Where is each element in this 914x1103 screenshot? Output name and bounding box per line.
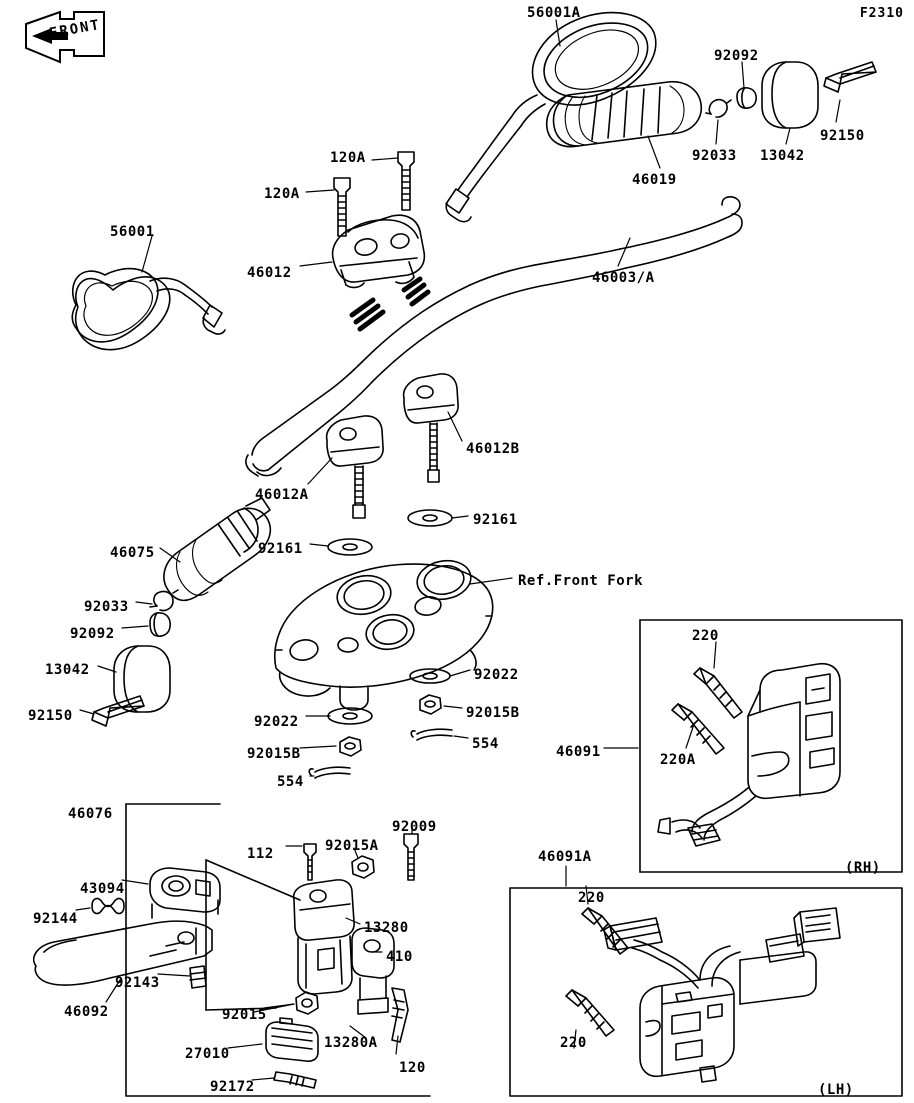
callout-46012: 46012 bbox=[247, 265, 292, 281]
callout-13280a: 13280A bbox=[324, 1035, 378, 1051]
callout-46076: 46076 bbox=[68, 806, 113, 822]
callout-220-rh: 220 bbox=[692, 628, 719, 644]
callout-92022-a: 92022 bbox=[254, 714, 299, 730]
callout-92033: 92033 bbox=[84, 599, 129, 615]
callout-27010: 27010 bbox=[185, 1046, 230, 1062]
callout-92092-top: 92092 bbox=[714, 48, 759, 64]
callout-46091a: 46091A bbox=[538, 849, 592, 865]
callout-92144: 92144 bbox=[33, 911, 78, 927]
callout-554-b: 554 bbox=[472, 736, 499, 752]
callout-46012a: 46012A bbox=[255, 487, 309, 503]
callout-46091: 46091 bbox=[556, 744, 601, 760]
callout-220-lh-1: 220 bbox=[578, 890, 605, 906]
callout-lh: (LH) bbox=[818, 1082, 854, 1098]
callout-92009: 92009 bbox=[392, 819, 437, 835]
callout-rh: (RH) bbox=[845, 860, 881, 876]
callout-92161-b: 92161 bbox=[473, 512, 518, 528]
callout-92015: 92015 bbox=[222, 1007, 267, 1023]
sheet-code: F2310 bbox=[859, 6, 904, 21]
callout-46075: 46075 bbox=[110, 545, 155, 561]
callout-554-a: 554 bbox=[277, 774, 304, 790]
callout-120: 120 bbox=[399, 1060, 426, 1076]
callout-43094: 43094 bbox=[80, 881, 125, 897]
front-direction-badge bbox=[22, 10, 108, 72]
callout-92143: 92143 bbox=[115, 975, 160, 991]
callout-92033-top: 92033 bbox=[692, 148, 737, 164]
callout-92015b-b: 92015B bbox=[466, 705, 520, 721]
callout-120a-1: 120A bbox=[330, 150, 366, 166]
callout-56001a: 56001A bbox=[527, 5, 581, 21]
front-badge-label: FRONT bbox=[48, 16, 103, 42]
callout-46003a: 46003/A bbox=[592, 270, 655, 286]
callout-46092: 46092 bbox=[64, 1004, 109, 1020]
callout-92150: 92150 bbox=[28, 708, 73, 724]
callout-13280: 13280 bbox=[364, 920, 409, 936]
callout-92015a: 92015A bbox=[325, 838, 379, 854]
callout-46012b: 46012B bbox=[466, 441, 520, 457]
callout-46019: 46019 bbox=[632, 172, 677, 188]
callout-410: 410 bbox=[386, 949, 413, 965]
callout-112: 112 bbox=[247, 846, 274, 862]
callout-13042-top: 13042 bbox=[760, 148, 805, 164]
callout-92092: 92092 bbox=[70, 626, 115, 642]
callout-220-lh-2: 220 bbox=[560, 1035, 587, 1051]
callout-ref-front-fork: Ref.Front Fork bbox=[518, 573, 644, 589]
callout-120a-2: 120A bbox=[264, 186, 300, 202]
callout-92022-b: 92022 bbox=[474, 667, 519, 683]
callout-92172: 92172 bbox=[210, 1079, 255, 1095]
callout-56001: 56001 bbox=[110, 224, 155, 240]
callout-92015b-a: 92015B bbox=[247, 746, 301, 762]
callout-13042: 13042 bbox=[45, 662, 90, 678]
callout-92161-a: 92161 bbox=[258, 541, 303, 557]
callout-220a-rh: 220A bbox=[660, 752, 696, 768]
callout-92150-top: 92150 bbox=[820, 128, 865, 144]
